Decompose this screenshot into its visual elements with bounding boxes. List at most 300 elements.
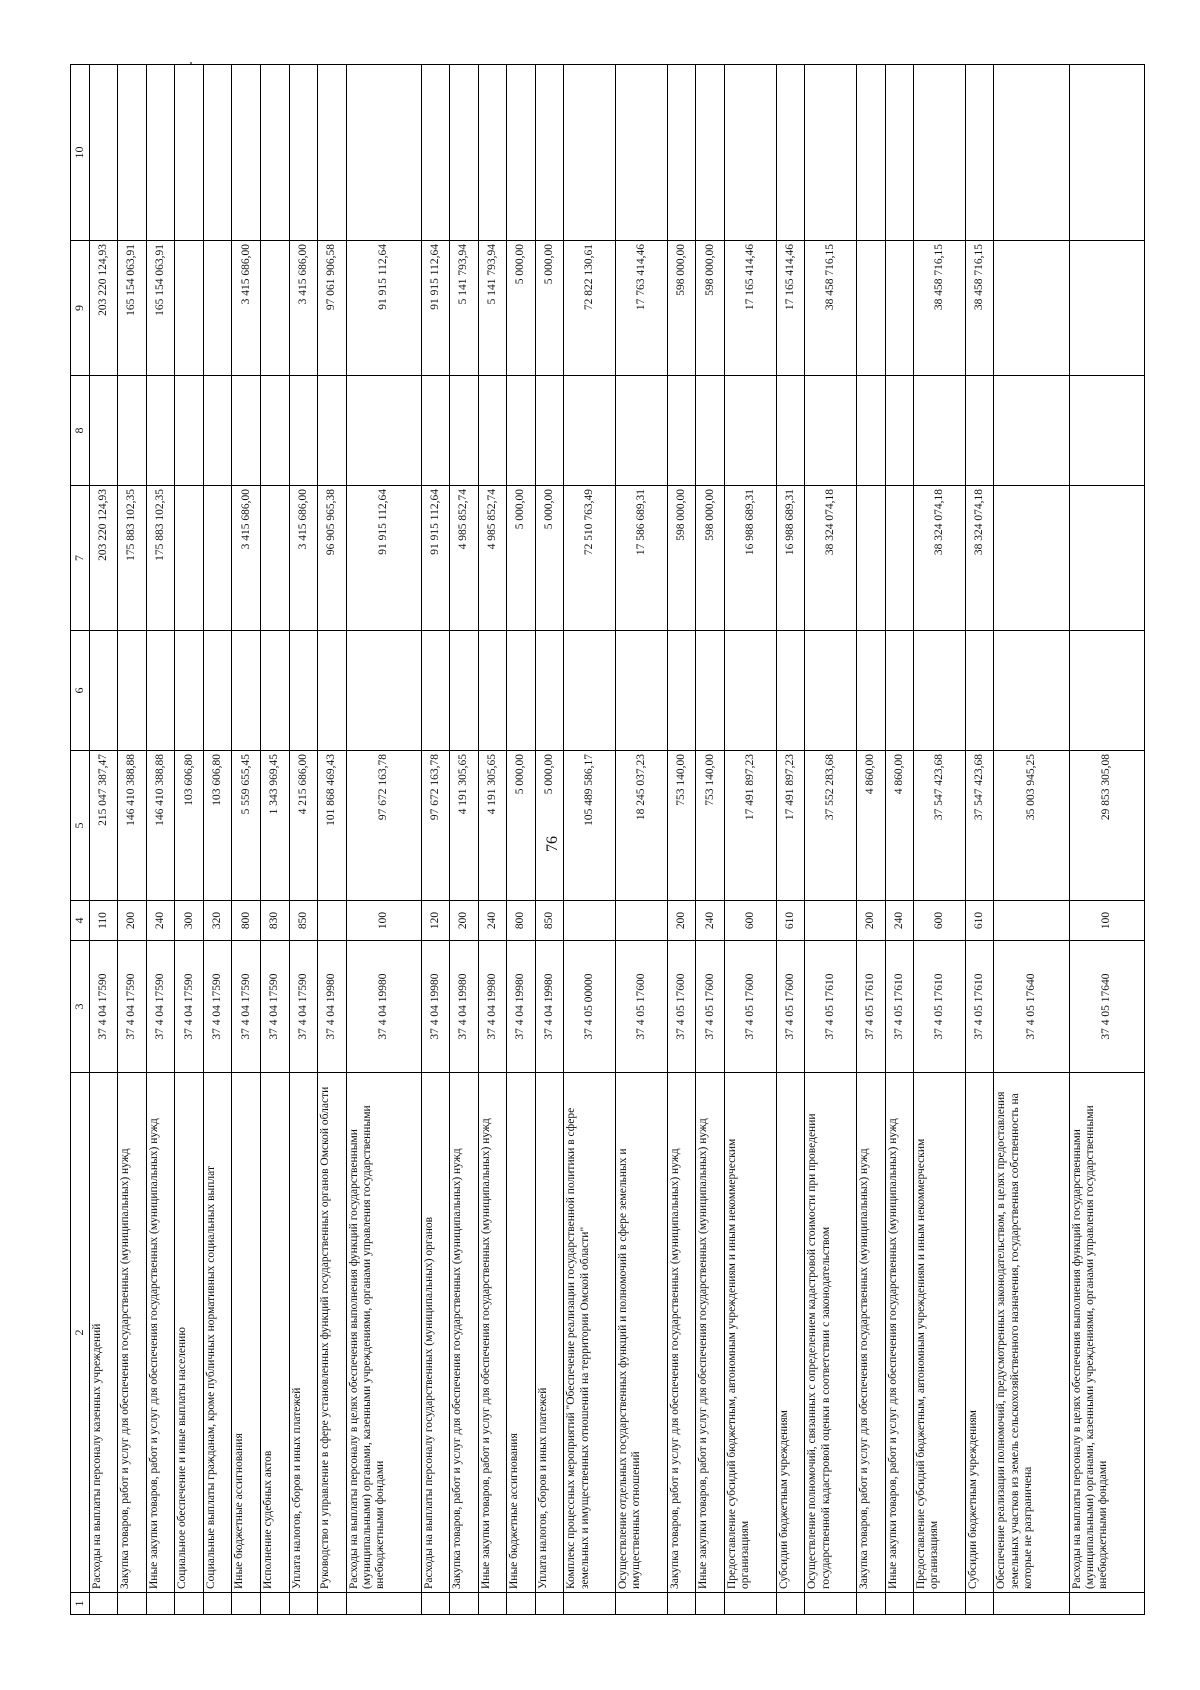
amount-col-6 [667,631,696,751]
amount-col-10 [994,65,1069,241]
expense-type-code: 830 [260,901,289,941]
amount-col-5: 4 860,00 [885,751,914,901]
expense-type-code: 850 [289,901,318,941]
line-item-name: Расходы на выплаты персоналу государственных (муниципальных) органов [421,1073,450,1593]
table-row [450,65,479,1615]
target-article-code: 37 4 04 19980 [346,941,421,1073]
table-row [696,65,725,1615]
amount-col-6 [232,631,261,751]
budget-table [70,64,1145,1615]
amount-col-10 [89,65,118,241]
amount-col-7: 598 000,00 [696,486,725,631]
amount-col-9: 38 458 716,15 [965,241,994,376]
amount-col-5: 18 245 037,23 [616,751,668,901]
amount-col-6 [696,631,725,751]
amount-col-10 [885,65,914,241]
amount-col-9: 17 165 414,46 [776,241,805,376]
amount-col-5: 105 489 586,17 [564,751,616,901]
expense-type-code: 200 [118,901,147,941]
column-number: 4 [71,901,90,941]
row-number-cell [260,1593,289,1615]
table-row [421,65,450,1615]
amount-col-7: 3 415 686,00 [232,486,261,631]
amount-col-7: 598 000,00 [667,486,696,631]
target-article-code: 37 4 05 17610 [914,941,966,1073]
table-row [857,65,886,1615]
amount-col-6 [616,631,668,751]
amount-col-5: 753 140,00 [696,751,725,901]
amount-col-10 [450,65,479,241]
row-number-cell [857,1593,886,1615]
target-article-code: 37 4 05 17610 [885,941,914,1073]
target-article-code: 37 4 04 17590 [289,941,318,1073]
target-article-code: 37 4 05 17610 [805,941,857,1073]
table-row [146,65,175,1615]
amount-col-9: 17 763 414,46 [616,241,668,376]
amount-col-7: 72 510 763,49 [564,486,616,631]
amount-col-10 [507,65,536,241]
amount-col-6 [118,631,147,751]
amount-col-9 [994,241,1069,376]
amount-col-8 [450,376,479,486]
amount-col-10 [616,65,668,241]
amount-col-8 [994,376,1069,486]
amount-col-10 [232,65,261,241]
amount-col-6 [994,631,1069,751]
amount-col-10 [724,65,776,241]
expense-type-code: 100 [346,901,421,941]
target-article-code: 37 4 05 17600 [776,941,805,1073]
table-row [203,65,232,1615]
expense-type-code: 800 [232,901,261,941]
amount-col-10 [965,65,994,241]
column-number: 9 [71,241,90,376]
expense-type-code: 120 [421,901,450,941]
amount-col-5: 37 552 283,68 [805,751,857,901]
target-article-code: 37 4 04 19980 [450,941,479,1073]
amount-col-8 [421,376,450,486]
amount-col-5: 5 000,00 [507,751,536,901]
expense-type-code: 200 [450,901,479,941]
row-number-cell [289,1593,318,1615]
target-article-code: 37 4 04 19980 [478,941,507,1073]
row-number-cell [965,1593,994,1615]
row-number-cell [232,1593,261,1615]
amount-col-7 [260,486,289,631]
line-item-name: Иные бюджетные ассигнования [232,1073,261,1593]
amount-col-8 [289,376,318,486]
amount-col-6 [450,631,479,751]
amount-col-10 [318,65,347,241]
amount-col-6 [260,631,289,751]
table-row [232,65,261,1615]
table-row [507,65,536,1615]
column-number: 8 [71,376,90,486]
amount-col-10 [146,65,175,241]
amount-col-5: 5 000,00 [535,751,564,901]
table-row [776,65,805,1615]
line-item-name: Субсидии бюджетным учреждениям [965,1073,994,1593]
amount-col-6 [89,631,118,751]
amount-col-8 [805,376,857,486]
amount-col-7: 4 985 852,74 [450,486,479,631]
amount-col-9: 72 822 130,61 [564,241,616,376]
amount-col-9: 3 415 686,00 [232,241,261,376]
line-item-name: Субсидии бюджетным учреждениям [776,1073,805,1593]
amount-col-9: 38 458 716,15 [805,241,857,376]
amount-col-10 [667,65,696,241]
amount-col-7: 96 905 965,38 [318,486,347,631]
amount-col-6 [776,631,805,751]
amount-col-6 [289,631,318,751]
row-number-cell [564,1593,616,1615]
amount-col-8 [346,376,421,486]
expense-type-code: 100 [1069,901,1144,941]
column-number: 7 [71,486,90,631]
amount-col-6 [535,631,564,751]
row-number-cell [724,1593,776,1615]
amount-col-5: 1 343 969,45 [260,751,289,901]
row-number-cell [507,1593,536,1615]
table-row [318,65,347,1615]
expense-type-code: 300 [175,901,204,941]
amount-col-9: 91 915 112,64 [346,241,421,376]
amount-col-7: 38 324 074,18 [965,486,994,631]
amount-col-6 [175,631,204,751]
table-row [346,65,421,1615]
amount-col-9 [885,241,914,376]
row-number-cell [89,1593,118,1615]
amount-col-8 [478,376,507,486]
amount-col-10 [118,65,147,241]
amount-col-9: 38 458 716,15 [914,241,966,376]
row-number-cell [914,1593,966,1615]
amount-col-7: 5 000,00 [507,486,536,631]
amount-col-9: 5 000,00 [507,241,536,376]
table-row [885,65,914,1615]
amount-col-10 [346,65,421,241]
amount-col-9: 5 141 793,94 [478,241,507,376]
target-article-code: 37 4 05 00000 [564,941,616,1073]
amount-col-5: 4 191 305,65 [478,751,507,901]
row-number-cell [696,1593,725,1615]
amount-col-8 [885,376,914,486]
amount-col-5: 146 410 388,88 [146,751,175,901]
amount-col-7: 203 220 124,93 [89,486,118,631]
amount-col-5: 17 491 897,23 [724,751,776,901]
target-article-code: 37 4 04 17590 [118,941,147,1073]
amount-col-8 [914,376,966,486]
expense-type-code [564,901,616,941]
target-article-code: 37 4 05 17600 [724,941,776,1073]
table-row [616,65,668,1615]
expense-type-code: 240 [885,901,914,941]
line-item-name: Иные закупки товаров, работ и услуг для обеспечения государственных (муниципальных) нужд [696,1073,725,1593]
amount-col-7: 38 324 074,18 [805,486,857,631]
target-article-code: 37 4 04 17590 [146,941,175,1073]
amount-col-6 [805,631,857,751]
amount-col-7: 3 415 686,00 [289,486,318,631]
expense-type-code: 200 [667,901,696,941]
amount-col-10 [914,65,966,241]
expense-type-code [805,901,857,941]
amount-col-8 [260,376,289,486]
amount-col-9: 3 415 686,00 [289,241,318,376]
line-item-name: Расходы на выплаты персоналу казенных учреждений [89,1073,118,1593]
amount-col-8 [146,376,175,486]
amount-col-10 [564,65,616,241]
table-row [805,65,857,1615]
row-number-cell [616,1593,668,1615]
amount-col-7: 175 883 102,35 [118,486,147,631]
amount-col-7: 16 988 689,31 [776,486,805,631]
amount-col-8 [667,376,696,486]
row-number-cell [421,1593,450,1615]
row-number-cell [203,1593,232,1615]
table-row [724,65,776,1615]
amount-col-8 [507,376,536,486]
amount-col-5: 97 672 163,78 [421,751,450,901]
amount-col-10 [421,65,450,241]
expense-type-code: 600 [914,901,966,941]
amount-col-8 [616,376,668,486]
amount-col-7: 91 915 112,64 [346,486,421,631]
amount-col-9: 598 000,00 [667,241,696,376]
row-number-cell [885,1593,914,1615]
line-item-name: Закупка товаров, работ и услуг для обеспечения государственных (муниципальных) нужд [857,1073,886,1593]
line-item-name: Закупка товаров, работ и услуг для обеспечения государственных (муниципальных) нужд [667,1073,696,1593]
row-number-cell [118,1593,147,1615]
amount-col-6 [507,631,536,751]
target-article-code: 37 4 05 17600 [667,941,696,1073]
line-item-name: Обеспечение реализации полномочий, предусмотренных законодательством, в целях предоставления земельных участков из земель сельскохозяйственного назначения, государственная собственность на которые не разграничена [994,1073,1069,1593]
amount-col-9: 97 061 906,58 [318,241,347,376]
line-item-name: Иные закупки товаров, работ и услуг для обеспечения государственных (муниципальных) нужд [146,1073,175,1593]
amount-col-7: 175 883 102,35 [146,486,175,631]
target-article-code: 37 4 04 19980 [535,941,564,1073]
line-item-name: Предоставление субсидий бюджетным, автономным учреждениям и иным некоммерческим организациям [914,1073,966,1593]
amount-col-6 [146,631,175,751]
amount-col-9 [857,241,886,376]
amount-col-9: 165 154 063,91 [118,241,147,376]
amount-col-8 [203,376,232,486]
amount-col-5: 4 191 305,65 [450,751,479,901]
amount-col-10 [1069,65,1144,241]
amount-col-8 [175,376,204,486]
amount-col-9: 91 915 112,64 [421,241,450,376]
line-item-name: Расходы на выплаты персоналу в целях обеспечения выполнения функций государственными (муниципальными) органами, казенными учреждениями, органами управления государственными внебюджетными фондами [346,1073,421,1593]
target-article-code: 37 4 04 19980 [421,941,450,1073]
line-item-name: Руководство и управление в сфере установленных функций государственных органов Омской области [318,1073,347,1593]
amount-col-10 [535,65,564,241]
amount-col-8 [776,376,805,486]
table-body [89,65,1144,1615]
row-number-cell [175,1593,204,1615]
line-item-name: Социальное обеспечение и иные выплаты населению [175,1073,204,1593]
amount-col-10 [203,65,232,241]
table-row [914,65,966,1615]
amount-col-8 [232,376,261,486]
amount-col-5: 103 606,80 [203,751,232,901]
target-article-code: 37 4 04 19980 [318,941,347,1073]
amount-col-7 [885,486,914,631]
table-row [667,65,696,1615]
amount-col-8 [118,376,147,486]
column-number: 3 [71,941,90,1073]
amount-col-8 [318,376,347,486]
amount-col-8 [89,376,118,486]
amount-col-5: 5 559 655,45 [232,751,261,901]
target-article-code: 37 4 05 17640 [994,941,1069,1073]
table-row [289,65,318,1615]
line-item-name: Предоставление субсидий бюджетным, автономным учреждениям и иным некоммерческим организациям [724,1073,776,1593]
amount-col-5: 101 868 469,43 [318,751,347,901]
amount-col-6 [1069,631,1144,751]
line-item-name: Осуществление отдельных государственных функций и полномочий в сфере земельных и имущественных отношений [616,1073,668,1593]
amount-col-5: 4 860,00 [857,751,886,901]
amount-col-5: 37 547 423,68 [914,751,966,901]
line-item-name: Уплата налогов, сборов и иных платежей [535,1073,564,1593]
row-number-cell [318,1593,347,1615]
row-number-cell [478,1593,507,1615]
amount-col-6 [318,631,347,751]
amount-col-5: 4 215 686,00 [289,751,318,901]
amount-col-8 [857,376,886,486]
amount-col-7: 4 985 852,74 [478,486,507,631]
amount-col-9: 598 000,00 [696,241,725,376]
amount-col-5: 215 047 387,47 [89,751,118,901]
row-number-cell [776,1593,805,1615]
expense-type-code: 610 [965,901,994,941]
amount-col-10 [175,65,204,241]
expense-type-code: 240 [696,901,725,941]
table-row [260,65,289,1615]
page-number: 76 [544,836,561,852]
target-article-code: 37 4 05 17610 [857,941,886,1073]
table-row [1069,65,1144,1615]
row-number-cell [146,1593,175,1615]
target-article-code: 37 4 05 17640 [1069,941,1144,1073]
expense-type-code: 240 [478,901,507,941]
amount-col-7: 17 586 689,31 [616,486,668,631]
target-article-code: 37 4 05 17610 [965,941,994,1073]
amount-col-7: 5 000,00 [535,486,564,631]
amount-col-5: 97 672 163,78 [346,751,421,901]
amount-col-8 [965,376,994,486]
column-number: 6 [71,631,90,751]
row-number-cell [346,1593,421,1615]
column-number: 2 [71,1073,90,1593]
expense-type-code: 600 [724,901,776,941]
amount-col-10 [696,65,725,241]
amount-col-8 [564,376,616,486]
target-article-code: 37 4 04 17590 [89,941,118,1073]
amount-col-9: 165 154 063,91 [146,241,175,376]
amount-col-6 [914,631,966,751]
expense-type-code: 110 [89,901,118,941]
column-number-row [71,65,90,1615]
amount-col-9 [203,241,232,376]
amount-col-7: 16 988 689,31 [724,486,776,631]
row-number-cell [805,1593,857,1615]
amount-col-6 [203,631,232,751]
amount-col-5: 37 547 423,68 [965,751,994,901]
expense-type-code: 610 [776,901,805,941]
amount-col-10 [289,65,318,241]
amount-col-10 [260,65,289,241]
table-row [89,65,118,1615]
expense-type-code [994,901,1069,941]
amount-col-6 [885,631,914,751]
amount-col-9: 5 141 793,94 [450,241,479,376]
amount-col-10 [805,65,857,241]
line-item-name: Осуществление полномочий, связанных с определением кадастровой стоимости при проведении государственной кадастровой оценки в соответствии с законодательством [805,1073,857,1593]
table-row [535,65,564,1615]
line-item-name: Социальные выплаты гражданам, кроме публичных нормативных социальных выплат [203,1073,232,1593]
amount-col-7 [857,486,886,631]
amount-col-5: 35 003 945,25 [994,751,1069,901]
amount-col-8 [1069,376,1144,486]
target-article-code: 37 4 04 17590 [175,941,204,1073]
expense-type-code: 240 [146,901,175,941]
row-number-cell [667,1593,696,1615]
amount-col-8 [696,376,725,486]
table-row [965,65,994,1615]
expense-type-code [616,901,668,941]
amount-col-5: 103 606,80 [175,751,204,901]
amount-col-7 [1069,486,1144,631]
table-row [994,65,1069,1615]
amount-col-7: 38 324 074,18 [914,486,966,631]
amount-col-9 [175,241,204,376]
table-row [175,65,204,1615]
amount-col-6 [965,631,994,751]
amount-col-5: 29 853 305,08 [1069,751,1144,901]
amount-col-6 [857,631,886,751]
target-article-code: 37 4 04 19980 [507,941,536,1073]
amount-col-6 [478,631,507,751]
amount-col-7 [175,486,204,631]
row-number-cell [450,1593,479,1615]
amount-col-9: 203 220 124,93 [89,241,118,376]
column-number: 5 [71,751,90,901]
line-item-name: Иные закупки товаров, работ и услуг для обеспечения государственных (муниципальных) нужд [885,1073,914,1593]
table-row [564,65,616,1615]
line-item-name: Закупка товаров, работ и услуг для обеспечения государственных (муниципальных) нужд [450,1073,479,1593]
amount-col-7 [994,486,1069,631]
budget-table-rotated [70,65,1145,1615]
amount-col-10 [857,65,886,241]
amount-col-6 [564,631,616,751]
line-item-name: Комплекс процессных мероприятий "Обеспечение реализации государственной политики в сфере земельных и имущественных отношений на территории Омской области" [564,1073,616,1593]
column-number: 10 [71,65,90,241]
expense-type-code: 200 [857,901,886,941]
amount-col-9: 5 000,00 [535,241,564,376]
column-number: 1 [71,1593,90,1615]
amount-col-6 [421,631,450,751]
row-number-cell [535,1593,564,1615]
amount-col-5: 753 140,00 [667,751,696,901]
line-item-name: Расходы на выплаты персоналу в целях обеспечения выполнения функций государственными (муниципальными) органами, казенными учреждениями, органами управления государственными внебюджетными фондами [1069,1073,1144,1593]
amount-col-6 [724,631,776,751]
target-article-code: 37 4 05 17600 [696,941,725,1073]
amount-col-9 [1069,241,1144,376]
amount-col-10 [478,65,507,241]
amount-col-9: 17 165 414,46 [724,241,776,376]
amount-col-5: 17 491 897,23 [776,751,805,901]
amount-col-7: 91 915 112,64 [421,486,450,631]
amount-col-6 [346,631,421,751]
